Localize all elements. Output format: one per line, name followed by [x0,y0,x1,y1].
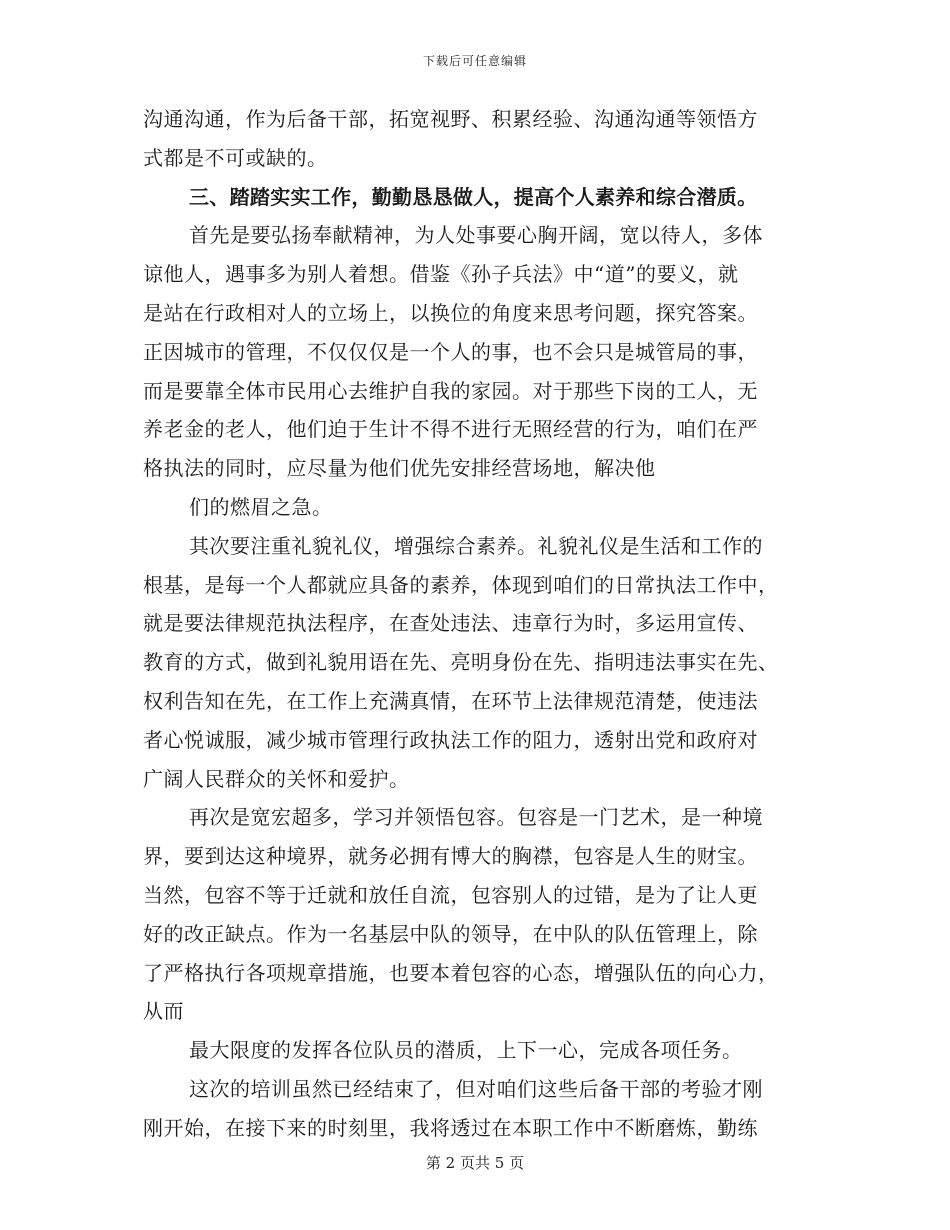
body-text-line: 教育的方式，做到礼貌用语在先、亮明身份在先、指明违法事实在先、 [143,650,779,675]
body-text-line: 们的燃眉之急。 [189,494,333,519]
body-text-line: 好的改正缺点。作为一名基层中队的领导，在中队的队伍管理上，除 [143,921,758,946]
body-text-line: 界，要到达这种境界，就务必拥有博大的胸襟，包容是人生的财宝。 [143,844,758,869]
body-text-line: 再次是宽宏超多，学习并领悟包容。包容是一门艺术，是一种境 [189,805,763,830]
body-text-line: 其次要注重礼貌礼仪，增强综合素养。礼貌礼仪是生活和工作的 [189,533,763,558]
body-text-line: 当然，包容不等于迁就和放任自流，包容别人的过错，是为了让人更 [143,882,758,907]
body-text-line: 根基，是每一个人都就应具备的素养，体现到咱们的日常执法工作中， [143,572,779,597]
body-text-line: 沟通沟通，作为后备干部，拓宽视野、积累经验、沟通沟通等领悟方 [143,107,758,131]
body-text-line: 最大限度的发挥各位队员的潜质，上下一心，完成各项任务。 [189,1038,743,1063]
body-text-line: 而是要靠全体市民用心去维护自我的家园。对于那些下岗的工人，无 [143,378,758,403]
page-header: 下载后可任意编辑 [422,54,527,68]
body-text-line: 是站在行政相对人的立场上，以换位的角度来思考问题，探究答案。 [143,300,758,325]
body-text-line: 首先是要弘扬奉献精神，为人处事要心胸开阔，宽以待人，多体 [189,223,763,248]
body-text-line: 刚开始，在接下来的时刻里，我将透过在本职工作中不断磨炼，勤练 [143,1115,758,1140]
body-text-line: 式都是不可或缺的。 [143,145,328,170]
body-text-line: 了严格执行各项规章措施，也要本着包容的心态，增强队伍的向心力， [143,960,779,985]
document-body [143,100,813,1148]
body-text-line: 从而 [143,999,184,1024]
body-text-line: 广阔人民群众的关怀和爱护。 [143,766,410,791]
body-text-line: 就是要法律规范执法程序，在查处违法、违章行为时，多运用宣传、 [143,611,758,636]
body-text-line: 养老金的老人，他们迫于生计不得不进行无照经营的行为，咱们在严 [143,417,758,442]
page-footer: 第 2 页共 5 页 [425,1154,525,1172]
body-text-line: 这次的培训虽然已经结束了，但对咱们这些后备干部的考验才刚 [189,1076,763,1101]
body-text-line: 者心悦诚服，减少城市管理行政执法工作的阻力，透射出党和政府对 [143,727,758,752]
body-text-line: 格执法的同时，应尽量为他们优先安排经营场地，解决他 [143,456,656,481]
body-text-line: 正因城市的管理，不仅仅仅是一个人的事，也不会只是城管局的事， [143,339,758,364]
section-heading-line: 三、踏踏实实工作，勤勤恳恳做人，提高个人素养和综合潜质。 [189,184,758,209]
body-text-line: 权利告知在先，在工作上充满真情，在环节上法律规范清楚，使违法 [143,688,758,713]
body-text-line: 谅他人，遇事多为别人着想。借鉴《孙子兵法》中“道”的要义，就 [143,262,739,287]
